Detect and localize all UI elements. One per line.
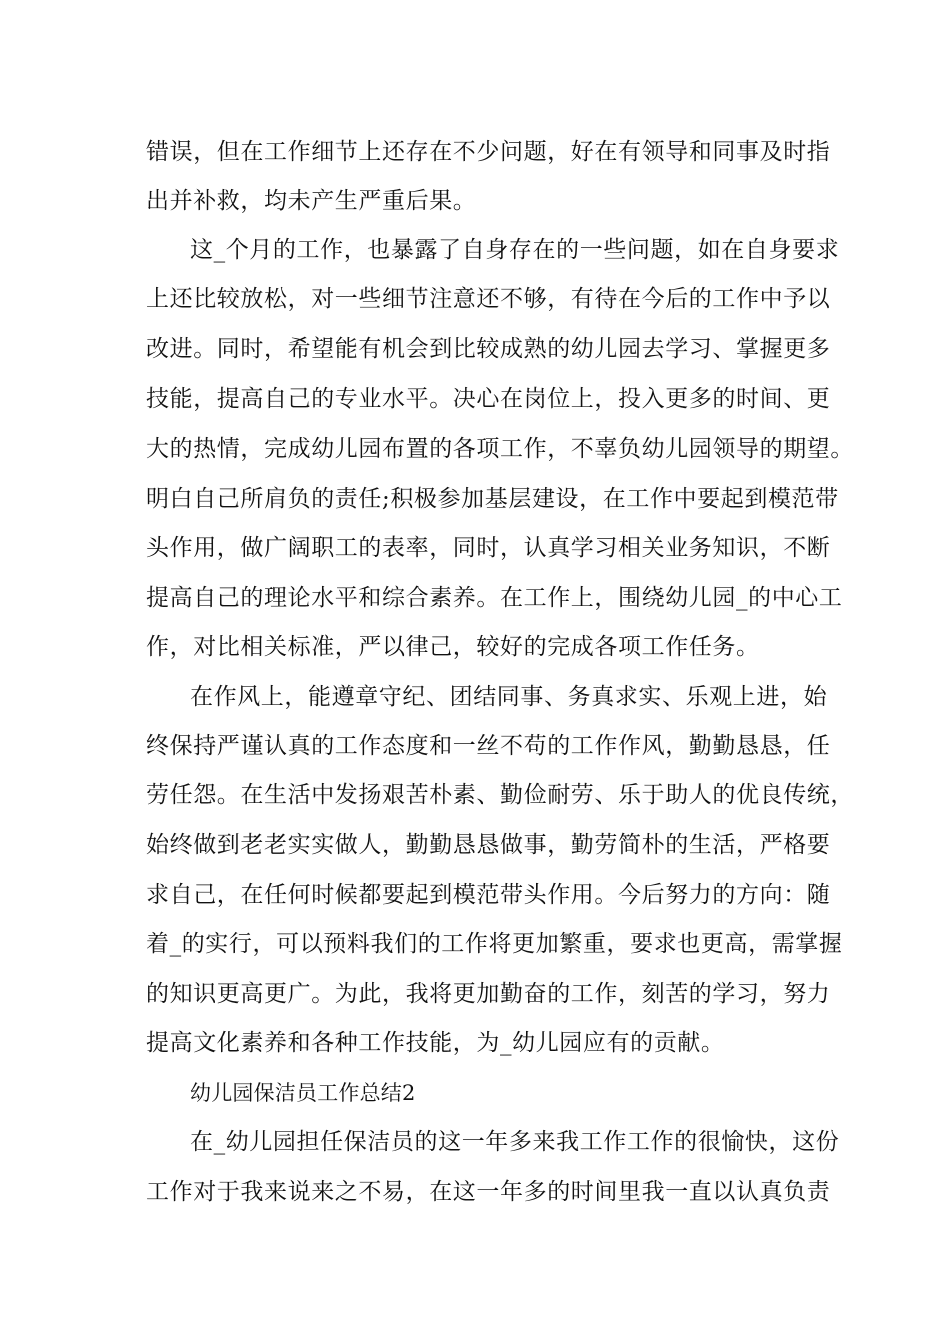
text-line: 着_的实行，可以预料我们的工作将更加繁重，要求也更高，需掌握 bbox=[146, 931, 843, 957]
text-line: 出并补救，均未产生严重后果。 bbox=[146, 188, 477, 214]
text-line: 头作用，做广阔职工的表率，同时，认真学习相关业务知识，不断 bbox=[146, 535, 831, 561]
text-line: 在作风上，能遵章守纪、团结同事、务真求实、乐观上进，始 bbox=[190, 684, 828, 710]
text-line: 始终做到老老实实做人，勤勤恳恳做事，勤劳简朴的生活，严格要 bbox=[146, 832, 831, 858]
section-heading: 幼儿园保洁员工作总结2 bbox=[190, 1081, 416, 1105]
text-line: 明白自己所肩负的责任;积极参加基层建设，在工作中要起到模范带 bbox=[146, 486, 839, 512]
text-line: 终保持严谨认真的工作态度和一丝不苟的工作作风，勤勤恳恳，任 bbox=[146, 733, 831, 759]
text-line: 提高自己的理论水平和综合素养。在工作上，围绕幼儿园_的中心工 bbox=[146, 585, 843, 611]
text-line: 在_幼儿园担任保洁员的这一年多来我工作工作的很愉快，这份 bbox=[190, 1129, 840, 1155]
text-line: 改进。同时，希望能有机会到比较成熟的幼儿园去学习、掌握更多 bbox=[146, 336, 831, 362]
text-line: 错误，但在工作细节上还存在不少问题，好在有领导和同事及时指 bbox=[146, 139, 831, 165]
text-line: 这_个月的工作，也暴露了自身存在的一些问题，如在自身要求 bbox=[190, 237, 840, 263]
text-line: 的知识更高更广。为此，我将更加勤奋的工作，刻苦的学习，努力 bbox=[146, 981, 831, 1007]
text-line: 大的热情，完成幼儿园布置的各项工作，不辜负幼儿园领导的期望。 bbox=[146, 436, 854, 462]
text-line: 工作对于我来说来之不易，在这一年多的时间里我一直以认真负责 bbox=[146, 1179, 831, 1205]
text-line: 作，对比相关标准，严以律己，较好的完成各项工作任务。 bbox=[146, 634, 760, 660]
text-line: 劳任怨。在生活中发扬艰苦朴素、勤俭耐劳、乐于助人的优良传统， bbox=[146, 782, 854, 808]
text-line: 技能，提高自己的专业水平。决心在岗位上，投入更多的时间、更 bbox=[146, 386, 831, 412]
text-line: 求自己，在任何时候都要起到模范带头作用。今后努力的方向：随 bbox=[146, 882, 831, 908]
text-line: 提高文化素养和各种工作技能，为_幼儿园应有的贡献。 bbox=[146, 1030, 725, 1056]
text-line: 上还比较放松，对一些细节注意还不够，有待在今后的工作中予以 bbox=[146, 286, 831, 312]
